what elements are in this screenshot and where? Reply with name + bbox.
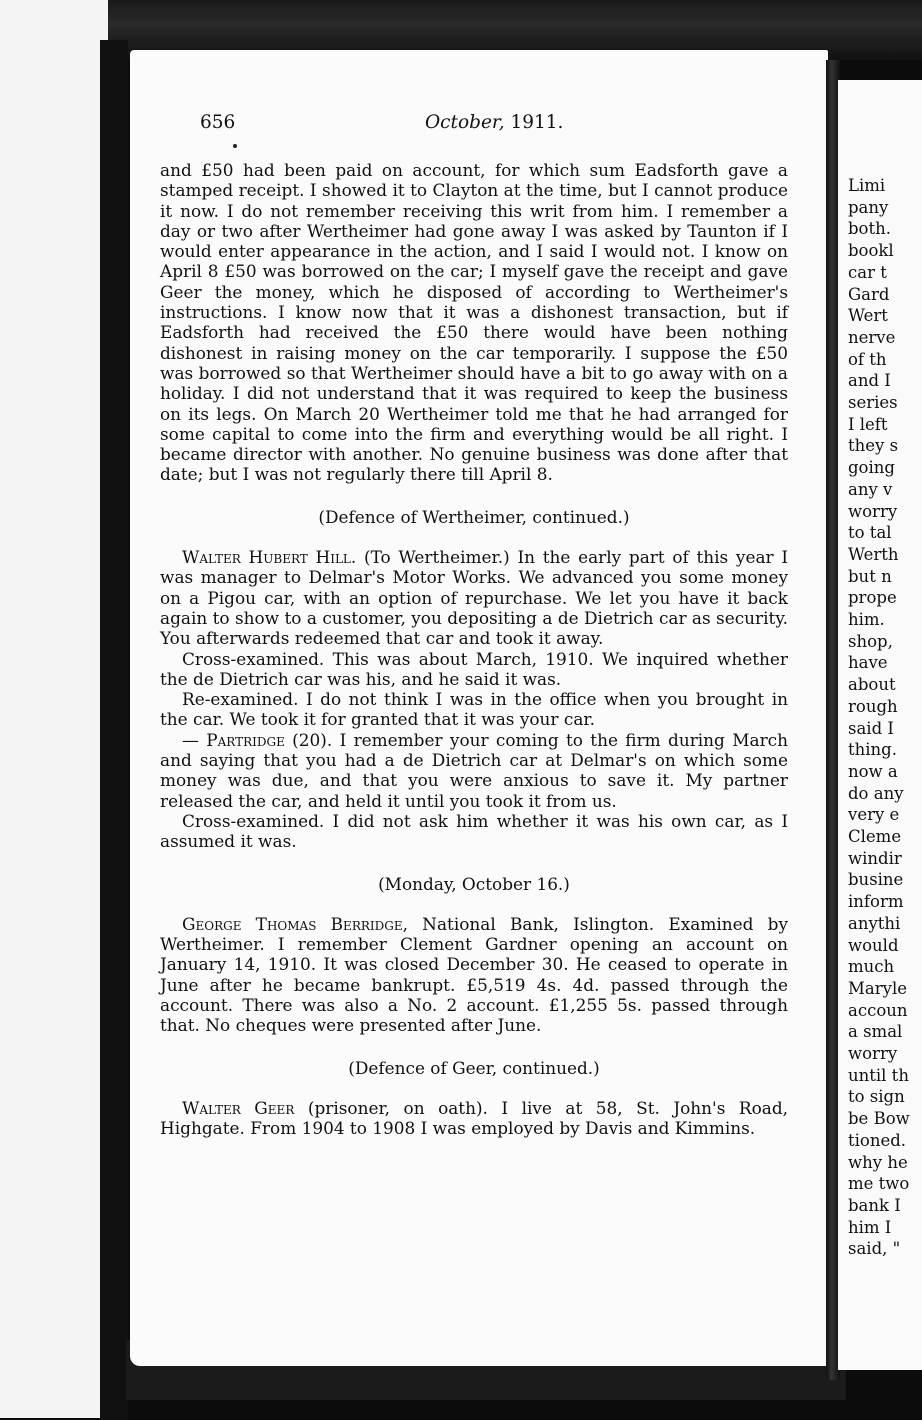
facing-page-line: Gard [848, 284, 890, 304]
facing-page-line: series [848, 393, 898, 412]
paragraph: Re-examined. I do not think I was in the office when you brought in the car. We took it for granted that it was your car. [160, 689, 788, 730]
facing-page-line: both. [848, 219, 891, 239]
facing-page-line: very e [848, 805, 900, 825]
paragraph-text: (To Wertheimer.) In the early part of this year I was manager to Delmar's Motor Works. We advanced you some money on a Pigou car, with an option of repurchase. We let you have it back again to show to a customer, you depositing a de Dietrich car as security. You afterwards redeemed that car and took it away. [160, 547, 788, 649]
facing-page-line: do any [848, 783, 904, 803]
facing-page-line: pany [848, 197, 889, 217]
facing-page-line: tioned. [848, 1130, 907, 1150]
facing-page-line: worry [848, 1044, 898, 1063]
paragraph-text: (20). I remember your coming to the firm during March and saying that you had a de Dietrich car at Delmar's on which some money was due, and that you were anxious to save it. My partner released the car, and held it until you took it from us. [160, 729, 788, 811]
facing-page-line: Wert [848, 306, 888, 326]
facing-page-line: me two [848, 1174, 910, 1194]
witness-name: George Thomas Berridge, [182, 913, 408, 934]
facing-page-line: car t [848, 262, 887, 282]
facing-page-line: busine [848, 870, 904, 890]
facing-page-line: I left [848, 414, 888, 434]
facing-page-line: inform [848, 892, 904, 912]
facing-page-line: but n [848, 566, 892, 586]
facing-page-line: him I [848, 1217, 892, 1237]
paragraph: and £50 had been paid on account, for which sum Eadsforth gave a stamped receipt. I showed it to Clayton at the time, but I cannot produce it now. I do not remember receiving this writ from him. I remember a day or two after Wertheimer had gone away I was asked by Taunton if I would enter appearance in the action, and I said I would not. I know on April 8 £50 was borrowed on the car; I myself gave the receipt and gave Geer the money, which he disposed of according to Wertheimer's instructions. I know now that it was a dishonest transaction, but if Eadsforth had received the £50 there would have been nothing dishonest in raising money on the car temporarily. I suppose the £50 was borrowed so that Wertheimer should have a bit to go away with on a holiday. I did not understand that it was required to keep the business on its legs. On March 20 Wertheimer told me that he had arranged for some capital to come into the firm and everything would be all right. I became director with another. No genuine business was done after that date; but I was not regularly there till April 8. [160, 160, 788, 485]
facing-page-line: they s [848, 436, 899, 456]
page-number: 656 [200, 112, 236, 133]
facing-page-line: to tal [848, 523, 892, 543]
facing-page-line: be Bow [848, 1109, 910, 1129]
facing-page-line: rough [848, 696, 898, 716]
facing-page-line: Cleme [848, 827, 902, 846]
paragraph: Cross-examined. I did not ask him whether it was his own car, as I assumed it was. [160, 810, 788, 852]
running-title [425, 112, 563, 133]
facing-page-line: now a [848, 761, 898, 781]
facing-page-line: Werth [848, 544, 899, 564]
witness-name: Walter Hubert Hill. [182, 547, 357, 568]
facing-page-line: said, " [848, 1239, 901, 1259]
facing-page-line: until th [848, 1065, 909, 1085]
facing-page-line: Maryle [848, 978, 907, 998]
facing-page-edge-left [0, 0, 108, 1418]
facing-page-line: have [848, 653, 888, 673]
page-body [160, 160, 788, 1138]
facing-page-line: going [848, 458, 895, 478]
witness-name: Partridge [206, 729, 285, 750]
facing-page-line: said I [848, 718, 894, 738]
facing-page-line: him. [848, 610, 885, 629]
section-heading: (Monday, October 16.) [378, 873, 570, 894]
facing-page-line: why he [848, 1152, 908, 1172]
facing-page-line: about [848, 675, 896, 695]
facing-page-line: a smal [848, 1022, 903, 1042]
running-title-year: 1911. [504, 112, 564, 133]
paragraph [160, 914, 788, 1036]
paragraph [160, 1098, 788, 1139]
facing-page-line: worry [848, 501, 898, 521]
section-heading: (Defence of Wertheimer, continued.) [318, 506, 630, 527]
facing-page-line: and I [848, 371, 891, 391]
witness-name: Walter Geer [182, 1097, 295, 1118]
facing-page-line: would [848, 935, 899, 955]
facing-page-line: bank I [848, 1195, 901, 1215]
facing-page-line: thing. [848, 740, 897, 760]
section-heading: (Defence of Geer, continued.) [348, 1057, 600, 1078]
facing-page-line: prope [848, 588, 897, 608]
facing-page-line: of th [848, 349, 887, 369]
paragraph-text: National Bank, Islington. Examined by Wertheimer. I remember Clement Gardner opening an account on January 14, 1910. It was closed December 30. He ceased to operate in June after he became bankrupt. £5,519 4s. 4d. passed through the account. There was also a No. 2 account. £1,255 5s. passed through that. No cheques were presented after June. [160, 913, 788, 1036]
paragraph: Cross-examined. This was about March, 1910. We inquired whether the de Dietrich car was his, and he said it was. [160, 648, 788, 689]
dash-prefix: — [182, 729, 207, 750]
facing-page-line: bookl [848, 241, 894, 261]
facing-page-line: shop, [848, 631, 893, 651]
book-spine-shadow [100, 40, 128, 1420]
facing-page-line: Limi [848, 176, 886, 195]
facing-page-line: any v [848, 479, 893, 499]
paragraph [160, 547, 788, 648]
paragraph [160, 730, 788, 811]
facing-page-line: nerve [848, 327, 896, 347]
facing-page-line: much [848, 957, 895, 977]
facing-page-line: to sign [848, 1087, 905, 1107]
running-title-month: October, [425, 112, 505, 133]
running-header [200, 112, 760, 138]
facing-page-line: accoun [848, 1000, 908, 1020]
ink-dot [233, 144, 237, 148]
facing-page-right [838, 80, 922, 1370]
facing-page-line: anythi [848, 913, 901, 933]
paragraph-text: (prisoner, on oath). I live at 58, St. John's Road, Highgate. From 1904 to 1908 I was employed by Davis and Kimmins. [160, 1097, 788, 1139]
facing-page-line: windir [848, 848, 902, 868]
